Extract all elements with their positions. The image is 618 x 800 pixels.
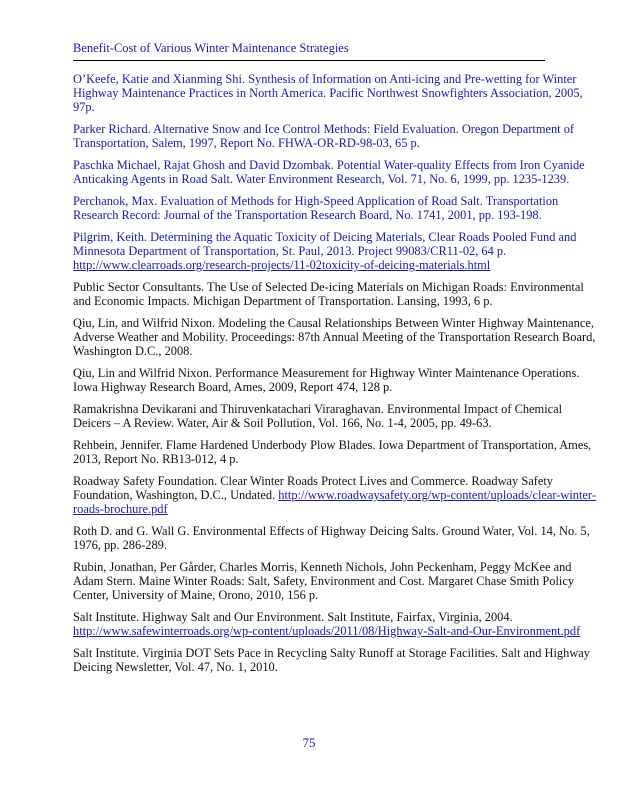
- reference-text: Rehbein, Jennifer. Flame Hardened Underbody Plow Blades. Iowa Department of Transportation, Ames, 2013, Report No. RB13-012, 4 p.: [73, 438, 592, 466]
- reference-entry: [73, 474, 598, 516]
- reference-text: Pilgrim, Keith. Determining the Aquatic Toxicity of Deicing Materials, Clear Roads Pooled Fund and Minnesota Department of Transportation, St. Paul, 2013. Project 99083/CR11-02, 64 p.: [73, 230, 577, 258]
- reference-entry: [73, 230, 598, 272]
- reference-entry: [73, 122, 598, 150]
- reference-text: Public Sector Consultants. The Use of Selected De-icing Materials on Michigan Roads: Environmental and Economic Impacts. Michigan Department of Transportation. Lansing, 1993, 6 p.: [73, 280, 584, 308]
- reference-entry: [73, 524, 598, 552]
- reference-text: Rubin, Jonathan, Per Gårder, Charles Morris, Kenneth Nichols, John Peckenham, Peggy McKee and Adam Stern. Maine Winter Roads: Salt, Safety, Environment and Cost. Margaret Chase Smith Policy Center, University of Maine, Orono, 2010, 156 p.: [73, 560, 575, 602]
- reference-text: Ramakrishna Devikarani and Thiruvenkatachari Viraraghavan. Environmental Impact of Chemical Deicers – A Review. Water, Air & Soil Pollution, Vol. 166, No. 1-4, 2005, pp. 49-63.: [73, 402, 563, 430]
- running-header: Benefit-Cost of Various Winter Maintenance Strategies: [73, 41, 349, 55]
- reference-entry: [73, 72, 598, 114]
- reference-entry: [73, 366, 598, 394]
- reference-entry: [73, 158, 598, 186]
- reference-link[interactable]: http://www.safewinterroads.org/wp-content/uploads/2011/08/Highway-Salt-and-Our-Environment.pdf: [73, 624, 581, 638]
- reference-text: Qiu, Lin and Wilfrid Nixon. Performance Measurement for Highway Winter Maintenance Operations. Iowa Highway Research Board, Ames, 2009, Report 474, 128 p.: [73, 366, 580, 394]
- reference-entry: [73, 316, 598, 358]
- reference-text: Salt Institute. Virginia DOT Sets Pace in Recycling Salty Runoff at Storage Facilities. Salt and Highway Deicing Newsletter, Vol. 47, No. 1, 2010.: [73, 646, 590, 674]
- reference-text: Roadway Safety Foundation. Clear Winter Roads Protect Lives and Commerce. Roadway Safety Foundation, Washington, D.C., Undated.: [73, 474, 553, 502]
- reference-link[interactable]: http://www.roadwaysafety.org/wp-content/uploads/clear-winter-roads-brochure.pdf: [73, 488, 596, 516]
- reference-link[interactable]: http://www.clearroads.org/research-projects/11-02toxicity-of-deicing-materials.html: [73, 258, 491, 272]
- reference-text: Qiu, Lin, and Wilfrid Nixon. Modeling the Causal Relationships Between Winter Highway Maintenance, Adverse Weather and Mobility. Proceedings: 87th Annual Meeting of the Transportation Research Board, Washington D.C., 2008.: [73, 316, 596, 358]
- reference-text: Perchanok, Max. Evaluation of Methods for High-Speed Application of Road Salt. Transportation Research Record: Journal of the Transportation Research Board, No. 1741, 2001, pp. 193-198.: [73, 194, 559, 222]
- reference-entry: [73, 560, 598, 602]
- reference-text: Roth D. and G. Wall G. Environmental Effects of Highway Deicing Salts. Ground Water, Vol. 14, No. 5, 1976, pp. 286-289.: [73, 524, 590, 552]
- reference-entry: [73, 646, 598, 674]
- reference-entry: [73, 610, 598, 638]
- header-divider: [73, 60, 545, 61]
- reference-text: Paschka Michael, Rajat Ghosh and David Dzombak. Potential Water-quality Effects from Iron Cyanide Anticaking Agents in Road Salt. Water Environment Research, Vol. 71, No. 6, 1999, pp. 1235-1239.: [73, 158, 585, 186]
- reference-text: O’Keefe, Katie and Xianming Shi. Synthesis of Information on Anti-icing and Pre-wetting for Winter Highway Maintenance Practices in North America. Pacific Northwest Snowfighters Association, 2005, 97p.: [73, 72, 583, 114]
- reference-text: Salt Institute. Highway Salt and Our Environment. Salt Institute, Fairfax, Virginia, 2004.: [73, 610, 513, 624]
- reference-entry: [73, 194, 598, 222]
- reference-entry: [73, 402, 598, 430]
- reference-entry: [73, 280, 598, 308]
- reference-text: Parker Richard. Alternative Snow and Ice Control Methods: Field Evaluation. Oregon Department of Transportation, Salem, 1997, Report No. FHWA-OR-RD-98-03, 65 p.: [73, 122, 575, 150]
- reference-list: [73, 72, 598, 682]
- reference-entry: [73, 438, 598, 466]
- page-number: 75: [302, 735, 316, 750]
